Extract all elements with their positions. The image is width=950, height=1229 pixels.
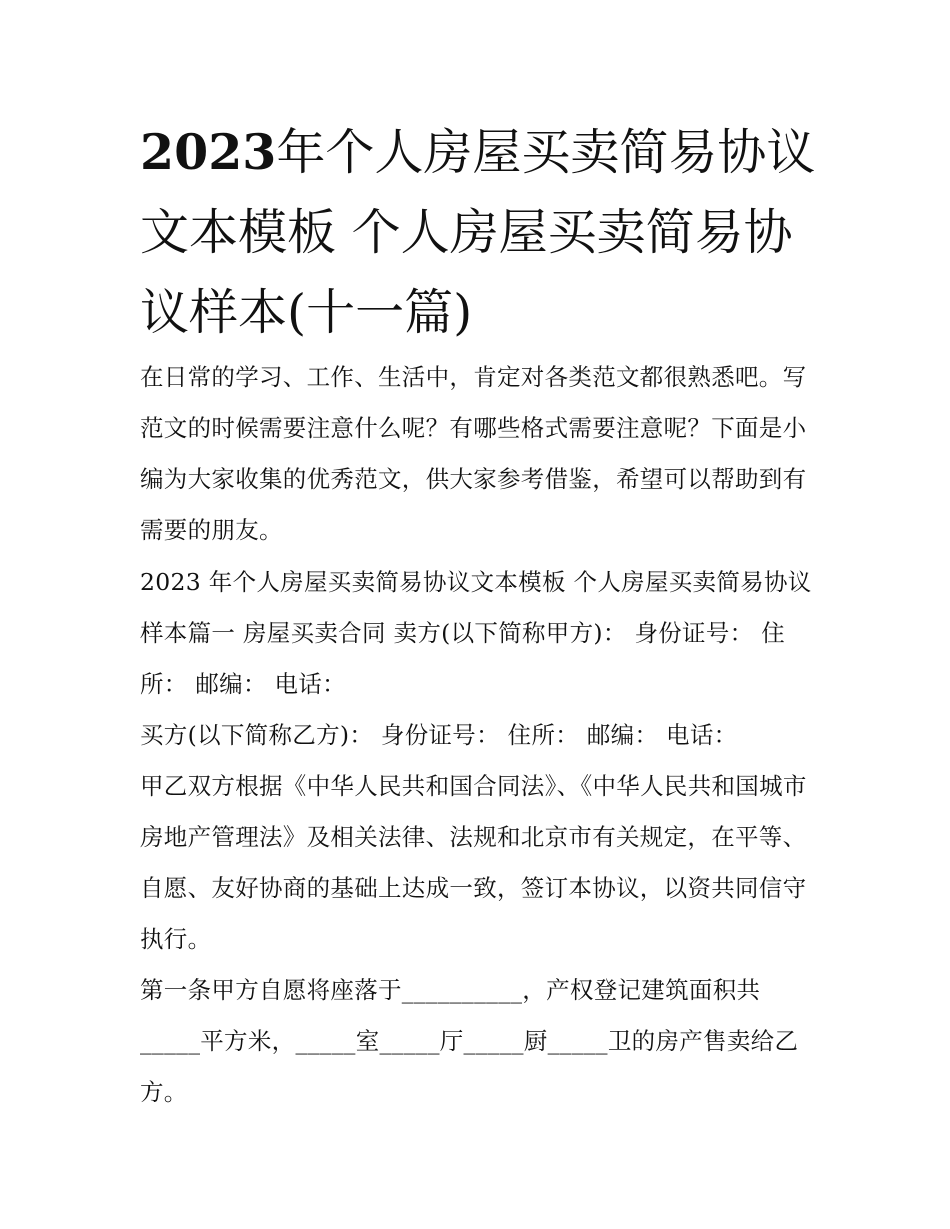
buyer-info-paragraph: 买方(以下简称乙方)： 身份证号： 住所： 邮编： 电话： — [140, 721, 738, 749]
article-one-paragraph: 第一条甲方自愿将座落于__________，产权登记建筑面积共_____平方米，_____室_____厅_____厨_____卫的房产售卖给乙方。 — [140, 976, 799, 1106]
title-year: 2023 — [140, 123, 277, 181]
intro-paragraph: 在日常的学习、工作、生活中，肯定对各类范文都很熟悉吧。写范文的时候需要注意什么呢？有哪些格式需要注意呢？下面是小编为大家收集的优秀范文，供大家参考借鉴，希望可以帮助到有需要的朋友。 — [140, 363, 807, 544]
contract-heading-paragraph: 2023 年个人房屋买卖简易协议文本模板 个人房屋买卖简易协议样本篇一 房屋买卖合同 卖方(以下简称甲方)： 身份证号： 住所： 邮编： 电话： — [140, 568, 812, 698]
document-title — [140, 112, 820, 353]
title-text: 年个人房屋买卖简易协议文本模板 个人房屋买卖简易协议样本(十一篇) — [140, 124, 816, 341]
agreement-paragraph: 甲乙双方根据《中华人民共和国合同法》、《中华人民共和国城市房地产管理法》及相关法律、法规和北京市有关规定，在平等、自愿、友好协商的基础上达成一致，签订本协议，以资共同信守执行。 — [140, 772, 807, 953]
